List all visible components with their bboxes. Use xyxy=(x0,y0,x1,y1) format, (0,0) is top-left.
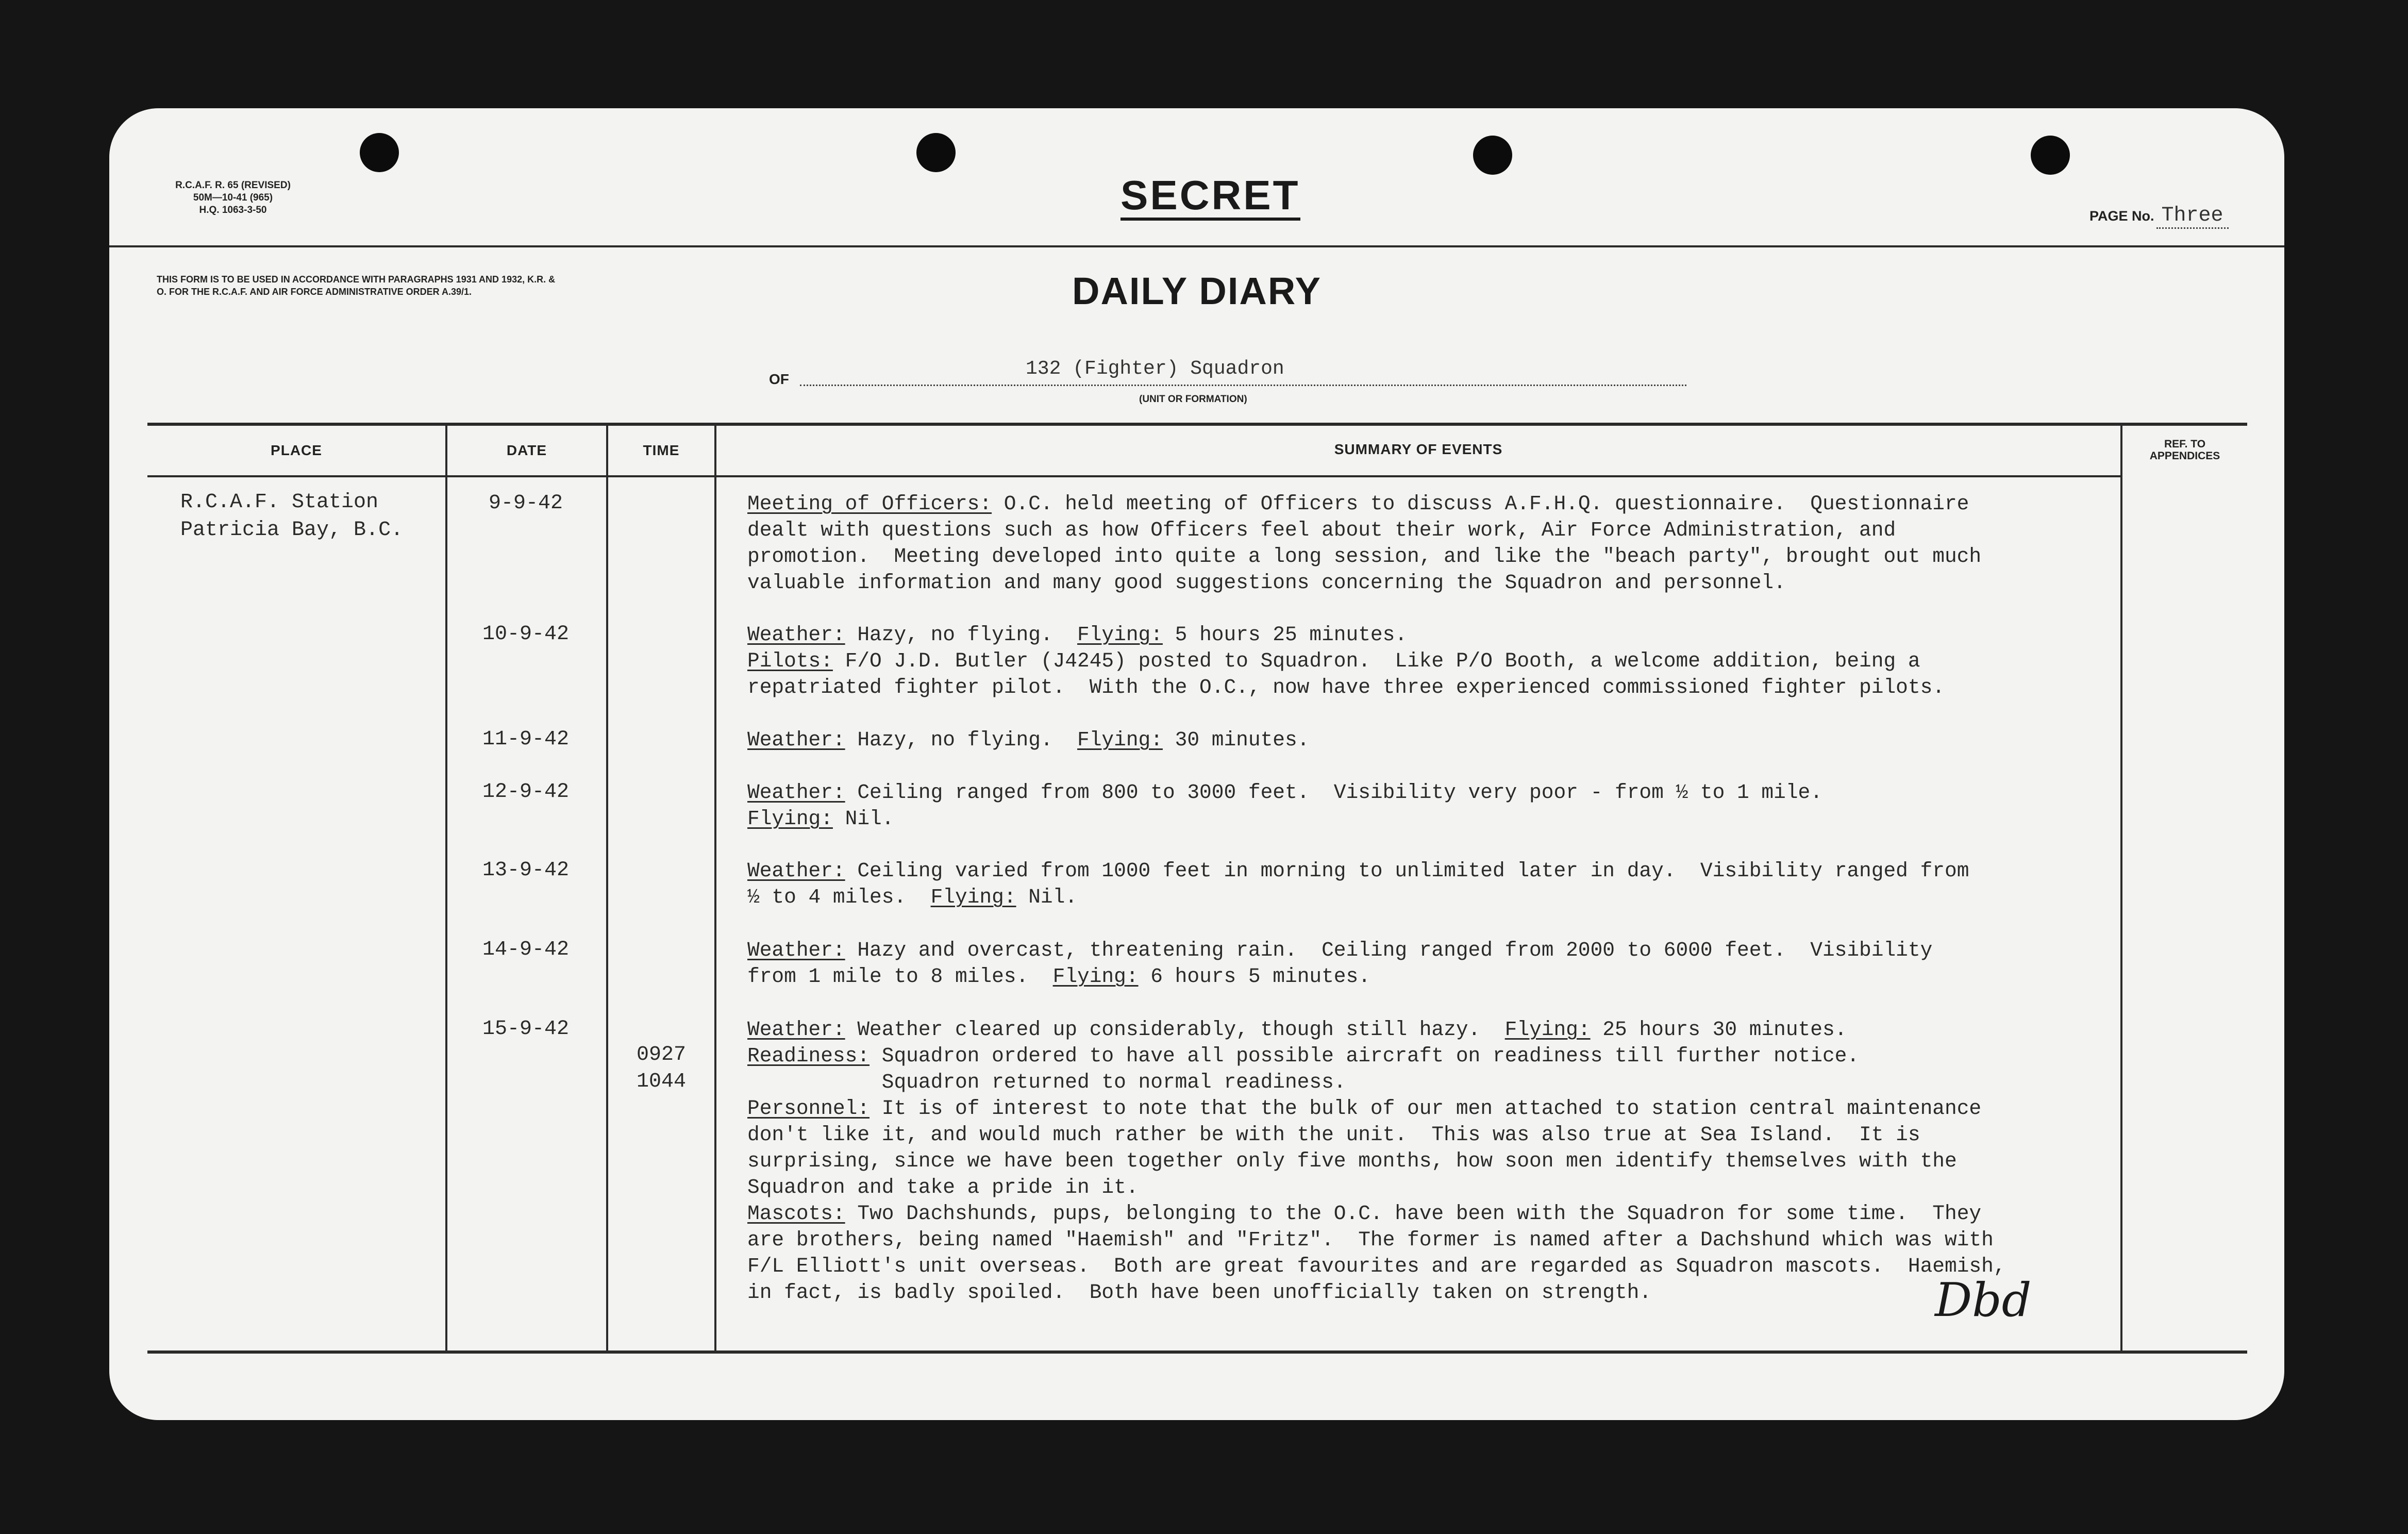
form-id-line: H.Q. 1063-3-50 xyxy=(199,205,267,215)
entry-label: Weather: xyxy=(747,1018,845,1041)
entry-text: Squadron ordered to have all possible aircraft on readiness till further notice. Squadron returned to normal readiness. xyxy=(881,1044,1860,1094)
entry-text: O.C. held meeting of Officers to discuss A.F.H.Q. questionnaire. Questionnaire dealt with questions such as how Officers feel about their work, Air Force Administration, and promotion. Meeting developed into quite a long session, and like the "beach party", brought out much valuable information and many good suggestions concerning the Squadron and personnel. xyxy=(747,492,1982,594)
entry-label: Flying: xyxy=(1052,965,1139,988)
entry-11-9-42 xyxy=(747,727,2118,753)
punch-hole xyxy=(916,133,956,172)
table-header-rule xyxy=(147,475,2121,477)
entry-12-9-42 xyxy=(747,779,2118,832)
column-divider xyxy=(714,423,716,1350)
entry-text: It is of interest to note that the bulk of our men attached to station central maintenance don't like it, and would much rather be with the unit. This was also true at Sea Island. It is surprising, since we have been together only five months, how soon men identify themselves with the Squadron and take a pride in it. xyxy=(747,1097,1982,1199)
form-id-line: 50M—10-41 (965) xyxy=(193,192,273,203)
date-cell: 10-9-42 xyxy=(482,623,570,646)
entry-label: Flying: xyxy=(747,807,833,830)
entry-label: Flying: xyxy=(930,886,1016,909)
form-id xyxy=(140,179,326,216)
entry-label: Readiness: xyxy=(747,1044,870,1068)
entry-text: Ceiling ranged from 800 to 3000 feet. Visibility very poor - from ½ to 1 mile. xyxy=(857,781,1822,804)
diary-page xyxy=(109,108,2284,1420)
punch-hole xyxy=(360,133,399,172)
entry-label: Meeting of Officers: xyxy=(747,492,992,515)
place-line: Patricia Bay, B.C. xyxy=(180,519,404,542)
entry-text: Weather cleared up considerably, though still hazy. xyxy=(845,1018,1505,1041)
header-rule xyxy=(109,245,2284,247)
entry-label: Weather: xyxy=(747,859,845,882)
of-label: OF xyxy=(769,371,789,387)
entry-label: Weather: xyxy=(747,781,845,804)
entry-text: Two Dachshunds, pups, belonging to the O.C. have been with the Squadron for some time. They are brothers, being named "Haemish" and "Fritz". The former is named after a Dachshund which was with F/L Elliott's unit overseas. Both are great favourites and are regarded as Squadron mascots. Haemish, in fact, is badly spoiled. Both have been unofficially taken on strength. xyxy=(747,1202,2006,1304)
header-date: DATE xyxy=(506,442,547,458)
punch-hole xyxy=(2031,136,2070,175)
entry-text: 6 hours 5 minutes. xyxy=(1138,965,1370,988)
signature-initials: Dbd xyxy=(1935,1273,2032,1327)
time-cell: 1044 xyxy=(636,1070,686,1093)
entry-15-9-42 xyxy=(747,1016,2118,1306)
entry-13-9-42 xyxy=(747,858,2118,910)
page-number-value: Three xyxy=(2156,204,2229,229)
entry-label: Flying: xyxy=(1504,1018,1591,1041)
entry-text: Ceiling varied from 1000 feet in morning to unlimited later in day. Visibility ranged from ½ to 4 miles. xyxy=(747,859,1969,909)
header-ref-line: REF. TO xyxy=(2164,438,2206,450)
entry-label: Mascots: xyxy=(747,1202,845,1225)
form-instruction: THIS FORM IS TO BE USED IN ACCORDANCE WITH PARAGRAPHS 1931 AND 1932, K.R. & O. FOR THE R.C.A.F. AND AIR FORCE ADMINISTRATIVE ORDER A.39/1. xyxy=(157,274,556,297)
column-divider xyxy=(445,423,447,1350)
entry-10-9-42 xyxy=(747,622,2118,701)
date-cell: 13-9-42 xyxy=(482,859,570,882)
entry-text: Nil. xyxy=(1016,886,1078,909)
entry-9-9-42 xyxy=(747,491,2118,596)
entry-text: Hazy, no flying. xyxy=(845,623,1078,646)
header-summary: SUMMARY OF EVENTS xyxy=(1334,441,1503,457)
unit-name: 132 (Fighter) Squadron xyxy=(1026,358,1284,380)
entry-text: 25 hours 30 minutes. xyxy=(1590,1018,1847,1041)
classification-stamp: SECRET xyxy=(1121,173,1300,221)
place-line: R.C.A.F. Station xyxy=(180,491,379,514)
entry-label: Flying: xyxy=(1077,728,1163,752)
entry-14-9-42 xyxy=(747,937,2118,990)
header-time: TIME xyxy=(643,442,680,458)
header-place: PLACE xyxy=(271,442,322,458)
form-id-line: R.C.A.F. R. 65 (REVISED) xyxy=(175,180,291,191)
header-ref-appendices xyxy=(2122,438,2247,462)
unit-caption: (UNIT OR FORMATION) xyxy=(1139,394,1247,405)
table-top-rule xyxy=(147,423,2247,426)
entry-text: 30 minutes. xyxy=(1162,728,1310,752)
entry-text: 5 hours 25 minutes. xyxy=(1162,623,1408,646)
date-cell: 12-9-42 xyxy=(482,780,570,804)
entry-label: Weather: xyxy=(747,939,845,962)
entry-label: Pilots: xyxy=(747,649,833,673)
date-cell: 15-9-42 xyxy=(482,1018,570,1041)
entry-label: Flying: xyxy=(1077,623,1163,646)
entry-text: Hazy and overcast, threatening rain. Ceiling ranged from 2000 to 6000 feet. Visibility from 1 mile to 8 miles. xyxy=(747,939,1933,988)
time-cell: 0927 xyxy=(636,1043,686,1066)
entry-text: F/O J.D. Butler (J4245) posted to Squadron. Like P/O Booth, a welcome addition, being a repatriated fighter pilot. With the O.C., now have three experienced commissioned fighter pilots. xyxy=(747,649,1945,699)
place-cell xyxy=(180,489,403,544)
date-cell: 11-9-42 xyxy=(482,728,570,751)
entry-label: Weather: xyxy=(747,728,845,752)
entry-label: Personnel: xyxy=(747,1097,870,1120)
column-divider xyxy=(606,423,608,1350)
date-cell: 14-9-42 xyxy=(482,938,570,961)
page-number xyxy=(2089,204,2229,227)
table-bottom-rule xyxy=(147,1350,2247,1354)
punch-hole xyxy=(1473,136,1512,175)
entry-label: Weather: xyxy=(747,623,845,646)
unit-line xyxy=(800,385,1686,386)
entry-text: Nil. xyxy=(832,807,894,830)
page-title: DAILY DIARY xyxy=(1072,270,1322,312)
date-cell: 9-9-42 xyxy=(488,492,563,515)
column-divider xyxy=(2120,423,2122,1350)
header-ref-line: APPENDICES xyxy=(2149,450,2220,462)
entry-text: Hazy, no flying. xyxy=(845,728,1078,752)
page-number-label: PAGE No. xyxy=(2089,208,2154,224)
